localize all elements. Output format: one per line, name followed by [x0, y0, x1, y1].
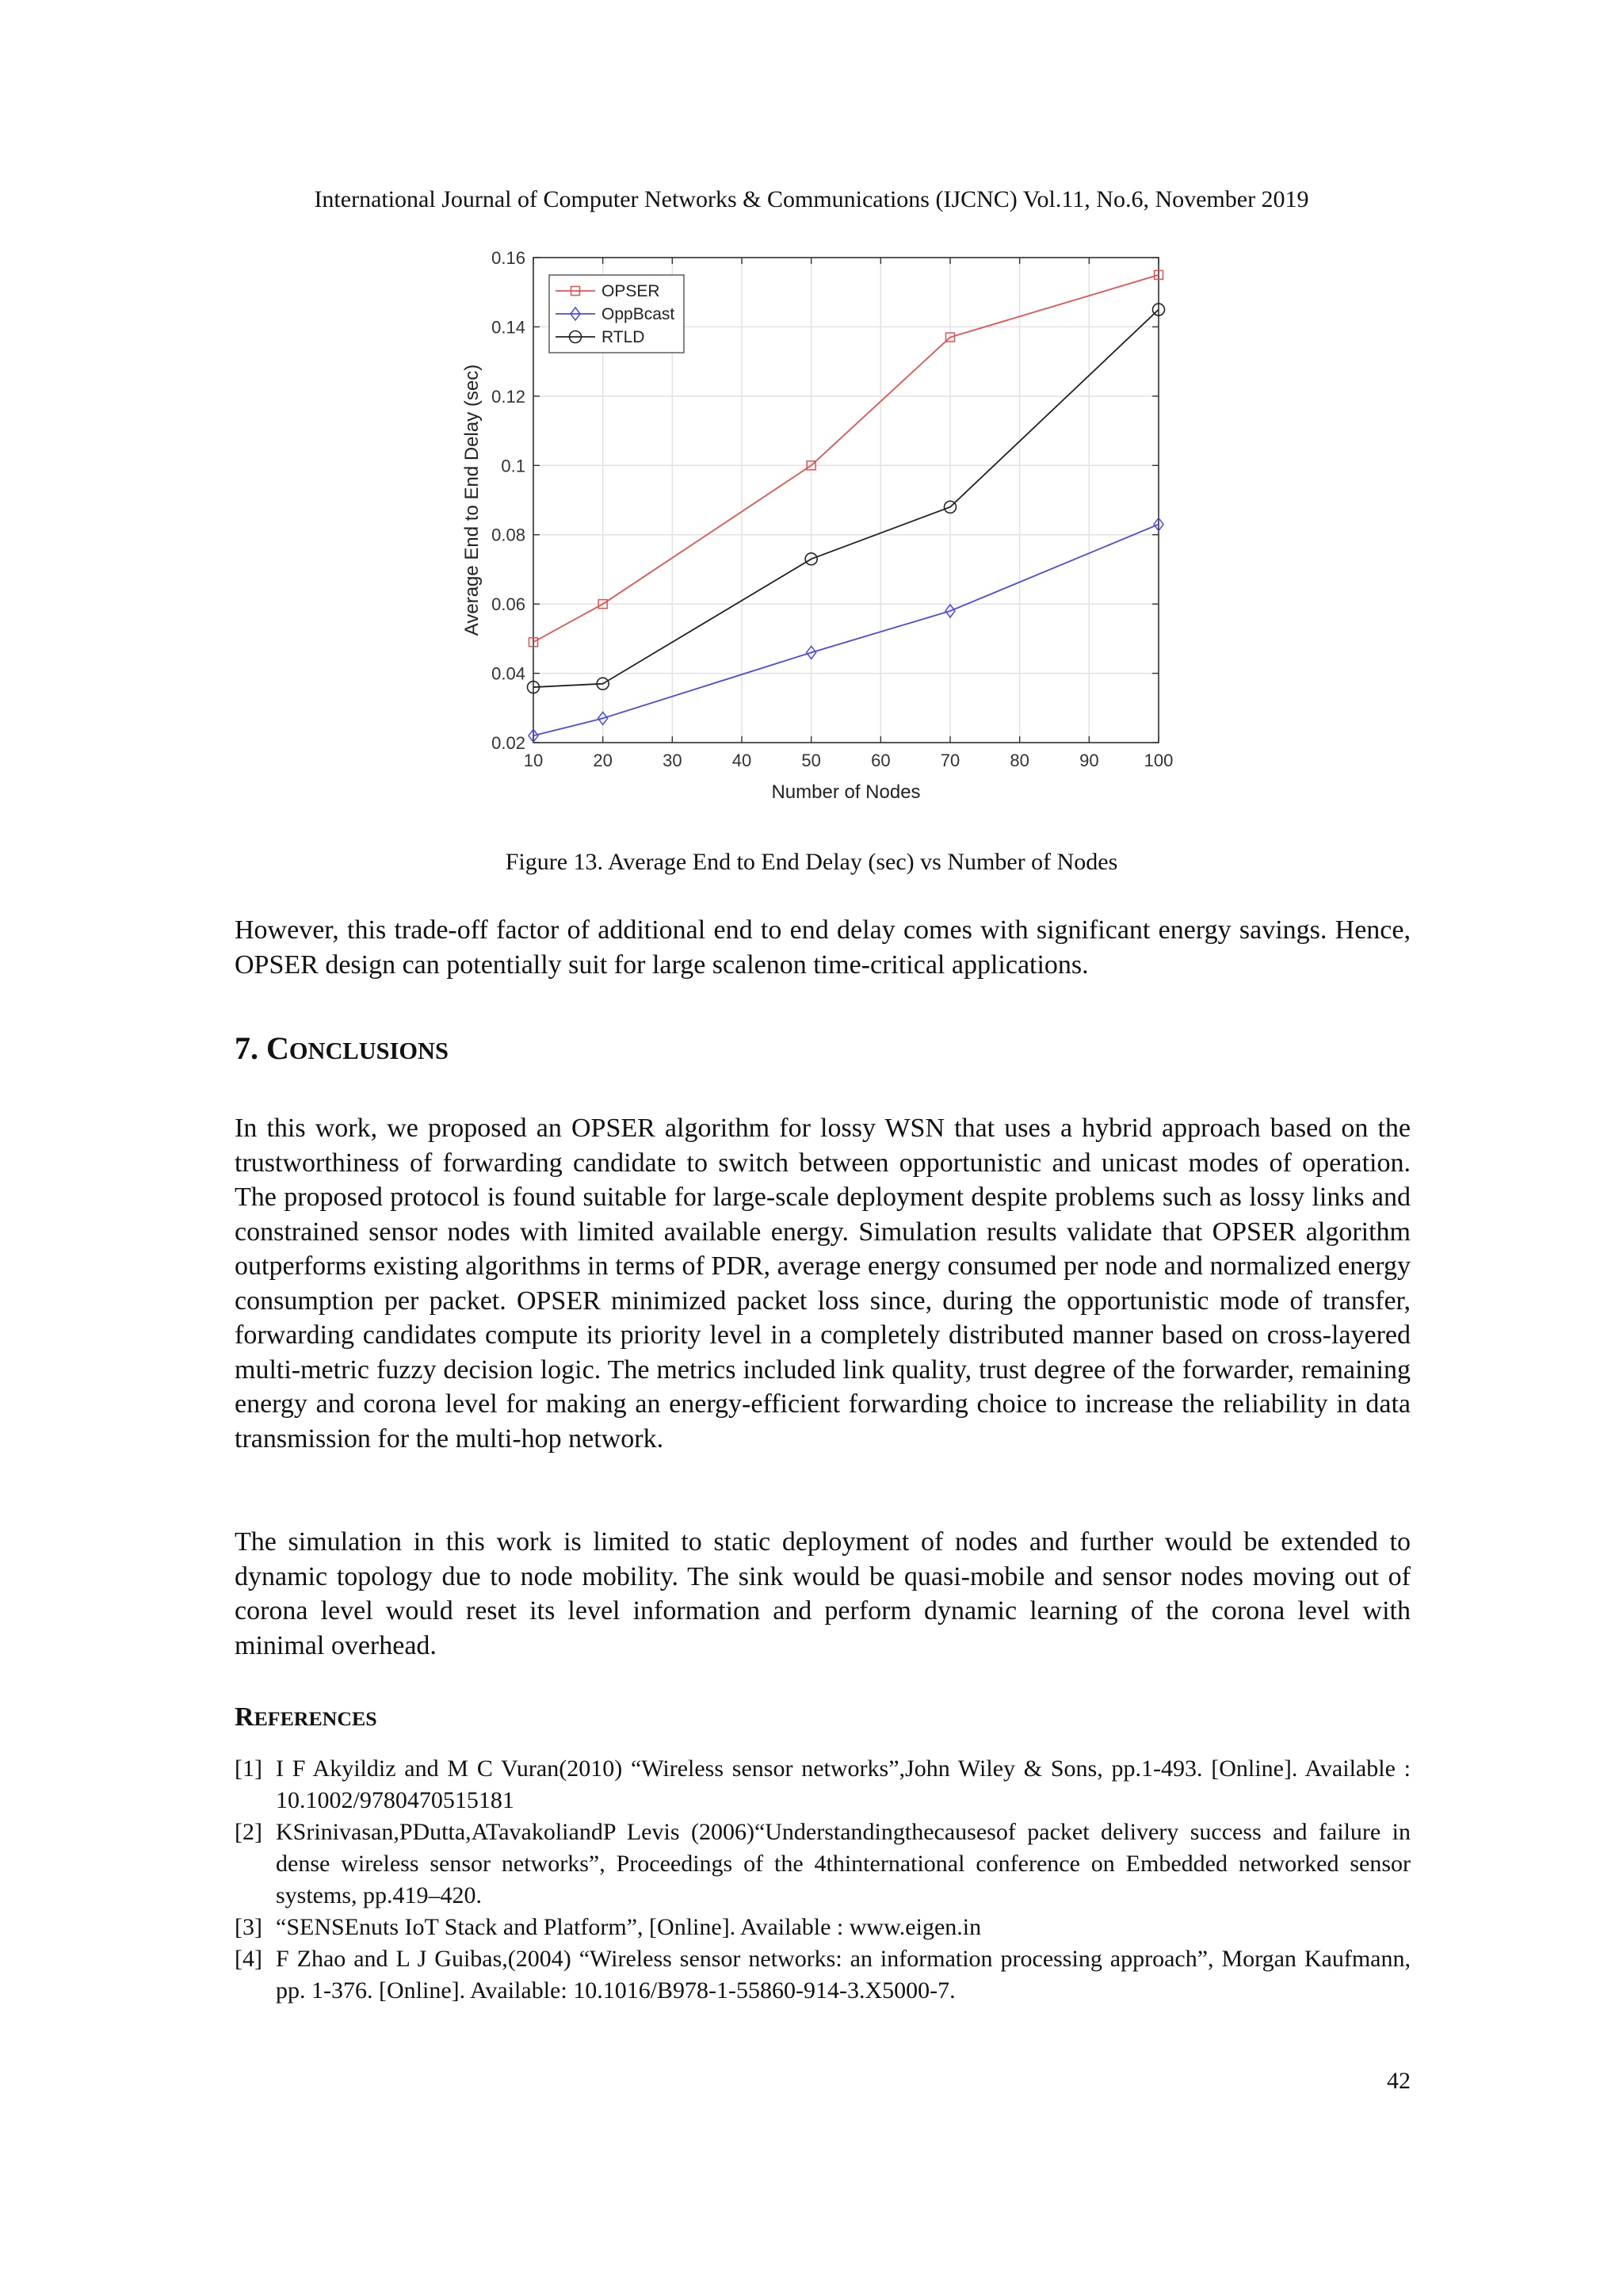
reference-text: I F Akyildiz and M C Vuran(2010) “Wireless sensor networks”,John Wiley & Sons, pp.1-493. [Online]. Available : 10.1002/9780470515181: [276, 1755, 1411, 1813]
x-tick-label: 100: [1144, 751, 1174, 770]
legend-label-rtld: RTLD: [601, 328, 645, 346]
section-title-rest: ONCLUSIONS: [288, 1037, 449, 1064]
reference-item: [235, 1753, 1411, 1817]
references-heading: [235, 1700, 377, 1736]
legend-label-opser: OPSER: [601, 282, 660, 300]
x-tick-label: 50: [801, 751, 821, 770]
references-title-rest: EFERENCES: [254, 1707, 377, 1730]
paragraph-delay-tradeoff: However, this trade-off factor of additional end to end delay comes with significant energy savings. Hence, OPSER design can potentially suit for large scalenon time-critical applications.: [235, 915, 1411, 980]
x-axis-label: Number of Nodes: [771, 781, 921, 803]
x-tick-label: 70: [940, 751, 960, 770]
reference-number: [2]: [235, 1819, 262, 1845]
y-tick-label: 0.06: [491, 594, 525, 615]
section-number: 7.: [235, 1030, 258, 1066]
x-tick-label: 30: [663, 751, 682, 770]
section-heading-conclusions: [235, 1029, 449, 1071]
y-axis-label: Average End to End Delay (sec): [461, 364, 483, 636]
reference-item: [235, 1943, 1411, 2007]
figure-caption: Figure 13. Average End to End Delay (sec) vs Number of Nodes: [505, 849, 1118, 875]
y-tick-label: 0.02: [491, 733, 525, 753]
reference-item: [235, 1912, 1411, 1943]
x-tick-label: 90: [1079, 751, 1099, 770]
reference-number: [1]: [235, 1755, 262, 1782]
paragraph-conclusions: In this work, we proposed an OPSER algorithm for lossy WSN that uses a hybrid approach based on the trustworthiness of forwarding candidate to switch between opportunistic and unicast modes of operation. The proposed protocol is found suitable for large-scale deployment despite problems such as lossy links and constrained sensor nodes with limited available energy. Simulation results validate that OPSER algorithm outperforms existing algorithms in terms of PDR, average energy consumed per node and normalized energy consumption per packet. OPSER minimized packet loss since, during the opportunistic mode of transfer, forwarding candidates compute its priority level in a completely distributed manner based on cross-layered multi-metric fuzzy decision logic. The metrics included link quality, trust degree of the forwarder, remaining energy and corona level for making an energy-efficient forwarding choice to increase the reliability in data transmission for the multi-hop network.: [235, 1114, 1411, 1454]
reference-number: [3]: [235, 1914, 262, 1940]
paragraph-future-work: The simulation in this work is limited to static deployment of nodes and further would be extended to dynamic topology due to node mobility. The sink would be quasi-mobile and sensor nodes moving out of corona level would reset its level information and perform dynamic learning of the corona level with minimal overhead.: [235, 1527, 1411, 1660]
x-tick-label: 80: [1010, 751, 1029, 770]
reference-text: F Zhao and L J Guibas,(2004) “Wireless sensor networks: an information processing approach”, Morgan Kaufmann, pp. 1-376. [Online]. Available: 10.1016/B978-1-55860-914-3.X5000-7.: [276, 1946, 1411, 2004]
x-tick-label: 10: [523, 751, 544, 770]
reference-number: [4]: [235, 1946, 262, 1972]
y-tick-label: 0.08: [491, 525, 525, 545]
page-number: 42: [1387, 2068, 1411, 2094]
reference-item: [235, 1817, 1411, 1912]
references-title-initial: R: [235, 1702, 254, 1732]
x-tick-label: 40: [731, 751, 752, 770]
legend-label-oppbcast: OppBcast: [601, 305, 675, 323]
y-tick-label: 0.16: [491, 248, 525, 268]
series-line-rtld: [533, 310, 1159, 687]
y-tick-label: 0.04: [491, 663, 525, 684]
series-line-oppbcast: [533, 525, 1159, 736]
reference-list: [235, 1753, 1411, 2007]
reference-text: KSrinivasan,PDutta,ATavakoliandP Levis (2006)“Understandingthecausesof packet delivery success and failure in dense wireless sensor networks”, Proceedings of the 4thinternational conference on Embedded networked sensor systems, pp.419–420.: [276, 1819, 1411, 1908]
y-tick-label: 0.14: [491, 317, 525, 338]
delay-vs-nodes-chart: [444, 238, 1189, 816]
y-tick-label: 0.12: [491, 386, 525, 407]
journal-header: International Journal of Computer Networks & Communications (IJCNC) Vol.11, No.6, November 2019: [314, 186, 1309, 212]
section-title-initial: C: [266, 1030, 289, 1066]
x-tick-label: 20: [593, 751, 613, 770]
reference-text: “SENSEnuts IoT Stack and Platform”, [Online]. Available : www.eigen.in: [276, 1914, 982, 1940]
x-tick-label: 60: [871, 751, 891, 770]
y-tick-label: 0.1: [501, 456, 525, 476]
